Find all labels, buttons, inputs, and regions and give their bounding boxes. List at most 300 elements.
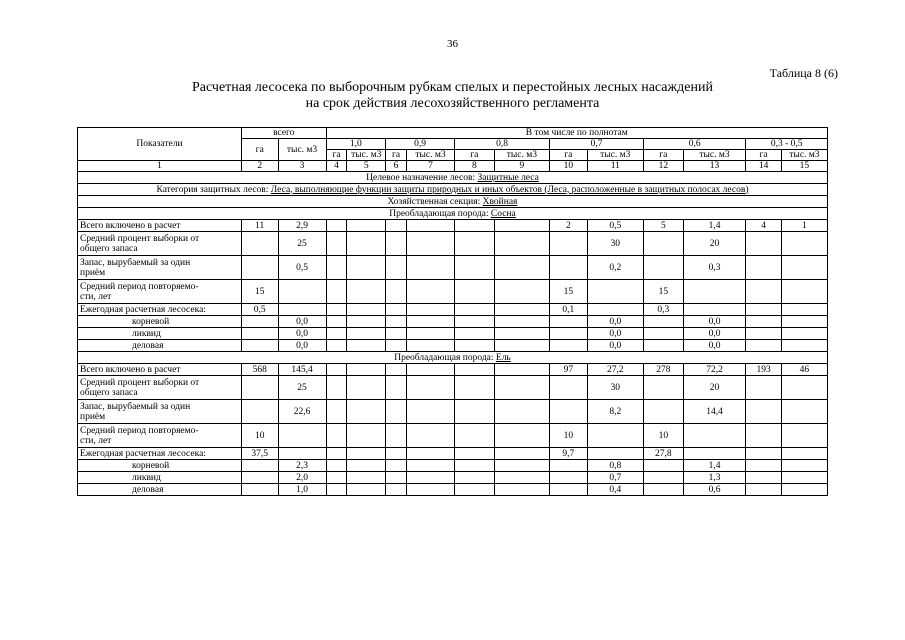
table-cell	[644, 460, 684, 472]
row-label	[78, 448, 242, 460]
row-label-line: корневой	[132, 316, 170, 327]
table-cell	[746, 424, 782, 448]
row-label	[78, 328, 242, 340]
table-cell	[454, 280, 494, 304]
table-cell	[494, 484, 549, 496]
table-cell: 27,8	[644, 448, 684, 460]
table-row	[78, 280, 828, 304]
table-cell	[494, 232, 549, 256]
table-cell: 72,2	[683, 364, 746, 376]
table-cell: 22,6	[278, 400, 326, 424]
table-cell: 568	[241, 364, 278, 376]
table-cell	[494, 424, 549, 448]
header-density: 0,7	[550, 139, 644, 150]
header-ha: га	[326, 150, 347, 161]
row-label-line: Средний процент выборки от	[80, 233, 200, 244]
table-cell	[347, 376, 386, 400]
table-cell	[326, 328, 347, 340]
table-cell	[550, 472, 588, 484]
header-ha: га	[746, 150, 782, 161]
table-cell: 4	[746, 220, 782, 232]
col-number: 1	[78, 161, 242, 172]
table-cell	[494, 304, 549, 316]
row-label-line: Запас, вырубаемый за один	[80, 257, 191, 268]
table-cell	[406, 400, 454, 424]
table-cell: 0,0	[683, 328, 746, 340]
table-cell	[326, 424, 347, 448]
row-label-line: Средний период повторяемо-	[80, 425, 199, 436]
table-cell	[644, 256, 684, 280]
table-cell	[347, 220, 386, 232]
table-cell	[326, 448, 347, 460]
col-number: 6	[386, 161, 407, 172]
table-cell	[326, 220, 347, 232]
table-cell	[454, 256, 494, 280]
row-label	[78, 280, 242, 304]
table-cell	[386, 424, 407, 448]
table-cell	[386, 448, 407, 460]
table-cell: 10	[241, 424, 278, 448]
table-cell	[347, 316, 386, 328]
header-density: 0,3 - 0,5	[746, 139, 828, 150]
table-cell	[241, 328, 278, 340]
table-cell	[386, 472, 407, 484]
table-cell	[406, 376, 454, 400]
table-cell: 0,5	[587, 220, 643, 232]
table-cell	[454, 376, 494, 400]
table-cell	[386, 400, 407, 424]
table-cell	[278, 304, 326, 316]
table-cell	[454, 460, 494, 472]
table-row	[78, 256, 828, 280]
spruce-header	[78, 352, 828, 364]
header-thou-m3: тыс. м3	[781, 150, 827, 161]
row-label-line: ликвид	[132, 472, 161, 483]
table-cell	[406, 364, 454, 376]
table-cell	[326, 340, 347, 352]
table-row	[78, 376, 828, 400]
table-cell: 0,0	[278, 340, 326, 352]
table-cell	[347, 448, 386, 460]
table-cell	[278, 448, 326, 460]
row-label-line: общего запаса	[80, 387, 138, 398]
table-cell	[550, 400, 588, 424]
table-cell	[454, 304, 494, 316]
col-number: 10	[550, 161, 588, 172]
header-thou-m3: тыс. м3	[587, 150, 643, 161]
table-cell	[781, 484, 827, 496]
category-row	[78, 184, 828, 196]
table-cell	[326, 400, 347, 424]
row-label-line: Всего включено в расчет	[80, 364, 181, 375]
table-cell	[406, 424, 454, 448]
table-cell	[326, 232, 347, 256]
title-line-2: на срок действия лесохозяйственного регламента	[305, 96, 600, 111]
table-cell: 10	[644, 424, 684, 448]
table-cell	[494, 256, 549, 280]
table-cell	[241, 316, 278, 328]
table-cell: 8,2	[587, 400, 643, 424]
table-cell	[494, 328, 549, 340]
category-label: Категория защитных лесов:	[156, 184, 271, 195]
table-cell	[683, 448, 746, 460]
table-cell	[326, 364, 347, 376]
pine-rows	[78, 220, 828, 352]
row-label	[78, 364, 242, 376]
header-by-density: В том числе по полнотам	[326, 128, 827, 139]
table-cell	[644, 484, 684, 496]
table-cell	[781, 232, 827, 256]
table-cell: 30	[587, 376, 643, 400]
table-cell	[494, 280, 549, 304]
title-line-1: Расчетная лесосека по выборочным рубкам спелых и перестойных лесных насаждений	[191, 80, 713, 95]
table-cell: 0,6	[683, 484, 746, 496]
table-cell	[746, 256, 782, 280]
table-cell: 278	[644, 364, 684, 376]
table-cell	[644, 472, 684, 484]
row-label-line: Средний процент выборки от	[80, 377, 200, 388]
row-label-line: корневой	[132, 460, 170, 471]
table-cell	[550, 328, 588, 340]
table-cell	[347, 472, 386, 484]
table-row	[78, 400, 828, 424]
table-cell: 15	[644, 280, 684, 304]
table-row	[78, 364, 828, 376]
table-row	[78, 328, 828, 340]
row-label	[78, 304, 242, 316]
table-cell	[494, 364, 549, 376]
table-cell	[347, 400, 386, 424]
header-density: 0,8	[454, 139, 549, 150]
table-cell	[746, 448, 782, 460]
table-cell: 15	[241, 280, 278, 304]
table-cell	[454, 328, 494, 340]
row-label	[78, 400, 242, 424]
header-density: 0,6	[644, 139, 746, 150]
table-cell: 0,5	[278, 256, 326, 280]
spruce-rows	[78, 364, 828, 496]
table-cell: 1,4	[683, 220, 746, 232]
table-cell	[550, 256, 588, 280]
table-cell	[781, 424, 827, 448]
row-label-line: Средний период повторяемо-	[80, 281, 199, 292]
table-cell	[644, 376, 684, 400]
row-label	[78, 316, 242, 328]
table-cell	[386, 364, 407, 376]
table-row	[78, 340, 828, 352]
table-cell	[587, 280, 643, 304]
table-cell	[386, 280, 407, 304]
table-cell: 0,3	[644, 304, 684, 316]
header-thou-m3: тыс. м3	[683, 150, 746, 161]
row-label	[78, 256, 242, 280]
table-cell: 0,1	[550, 304, 588, 316]
table-cell: 46	[781, 364, 827, 376]
purpose-value: Защитные леса	[477, 172, 539, 183]
table-row	[78, 304, 828, 316]
row-label-line: ликвид	[132, 328, 161, 339]
table-cell	[550, 484, 588, 496]
section-row	[78, 196, 828, 208]
column-numbers-row	[78, 161, 828, 172]
table-cell	[454, 400, 494, 424]
table-cell	[683, 424, 746, 448]
table-cell: 2,3	[278, 460, 326, 472]
table-row	[78, 424, 828, 448]
table-cell: 0,3	[683, 256, 746, 280]
table-cell	[347, 232, 386, 256]
table-cell: 0,0	[587, 340, 643, 352]
table-cell: 15	[550, 280, 588, 304]
table-cell: 5	[644, 220, 684, 232]
table-label: Таблица 8 (6)	[769, 66, 838, 80]
table-cell	[454, 472, 494, 484]
table-cell	[386, 376, 407, 400]
table-cell	[406, 256, 454, 280]
table-cell: 1	[781, 220, 827, 232]
table-row	[78, 484, 828, 496]
table-cell	[550, 340, 588, 352]
table-cell	[347, 328, 386, 340]
section-rows	[78, 172, 828, 220]
table-cell	[406, 472, 454, 484]
table-cell: 1,0	[278, 484, 326, 496]
table-cell	[406, 220, 454, 232]
table-cell	[683, 304, 746, 316]
table-cell	[746, 316, 782, 328]
row-label	[78, 484, 242, 496]
table-cell	[587, 448, 643, 460]
table-cell	[587, 304, 643, 316]
table-cell	[781, 400, 827, 424]
table-cell: 30	[587, 232, 643, 256]
table-cell	[746, 484, 782, 496]
table-cell: 0,2	[587, 256, 643, 280]
header-ha: га	[386, 150, 407, 161]
table-cell	[326, 472, 347, 484]
species-value: Сосна	[490, 208, 516, 219]
purpose-label: Целевое назначение лесов:	[366, 172, 478, 183]
row-label	[78, 460, 242, 472]
table-cell	[781, 280, 827, 304]
col-number: 7	[406, 161, 454, 172]
table-cell	[746, 280, 782, 304]
table-cell	[781, 340, 827, 352]
table-cell	[781, 376, 827, 400]
table-cell	[494, 400, 549, 424]
table-cell	[278, 424, 326, 448]
table-cell: 20	[683, 232, 746, 256]
header-thou-m3: тыс. м3	[406, 150, 454, 161]
category-value: Леса, выполняющие функции защиты природных и иных объектов (Леса, расположенные в защитных полосах лесов)	[270, 184, 749, 195]
table-cell	[550, 232, 588, 256]
table-cell	[326, 376, 347, 400]
table-cell: 2,0	[278, 472, 326, 484]
table-cell: 10	[550, 424, 588, 448]
table-cell	[644, 340, 684, 352]
row-label	[78, 340, 242, 352]
table-cell	[347, 340, 386, 352]
table-cell	[406, 460, 454, 472]
table-row	[78, 460, 828, 472]
table-cell	[406, 316, 454, 328]
table-row	[78, 472, 828, 484]
col-number: 8	[454, 161, 494, 172]
header-ha: га	[550, 150, 588, 161]
table-cell	[386, 484, 407, 496]
section-label: Хозяйственная секция:	[387, 196, 483, 207]
col-number: 3	[278, 161, 326, 172]
table-cell	[326, 280, 347, 304]
species-label: Преобладающая порода:	[389, 208, 491, 219]
header-total: всего	[241, 128, 326, 139]
table-cell	[454, 316, 494, 328]
table-cell	[746, 340, 782, 352]
table-cell: 2	[550, 220, 588, 232]
header-thou-m3: тыс. м3	[347, 150, 386, 161]
table-cell: 0,0	[278, 316, 326, 328]
table-row	[78, 316, 828, 328]
species-row-pine	[78, 208, 828, 220]
col-number: 12	[644, 161, 684, 172]
table-cell	[406, 232, 454, 256]
table-cell	[386, 256, 407, 280]
table-cell	[746, 472, 782, 484]
table-cell	[326, 460, 347, 472]
table-cell	[326, 304, 347, 316]
col-number: 9	[494, 161, 549, 172]
row-label-line: Запас, вырубаемый за один	[80, 401, 191, 412]
table-cell: 11	[241, 220, 278, 232]
row-label	[78, 472, 242, 484]
table-cell: 0,0	[278, 328, 326, 340]
table-cell	[587, 424, 643, 448]
row-label-line: сти, лет	[80, 291, 112, 302]
header-total-thou-m3: тыс. м3	[278, 139, 326, 161]
header-density: 1,0	[326, 139, 386, 150]
table-cell: 0,0	[587, 328, 643, 340]
table-cell	[550, 460, 588, 472]
table-cell	[454, 232, 494, 256]
species-value: Ель	[495, 352, 511, 363]
table-cell	[494, 316, 549, 328]
table-cell	[494, 460, 549, 472]
table-cell	[550, 316, 588, 328]
table-cell	[454, 484, 494, 496]
table-cell: 0,0	[587, 316, 643, 328]
row-label-line: деловая	[132, 340, 164, 351]
table-cell: 145,4	[278, 364, 326, 376]
table-cell	[746, 304, 782, 316]
table-cell	[347, 484, 386, 496]
header-density: 0,9	[386, 139, 455, 150]
table-cell	[347, 364, 386, 376]
table-cell	[278, 280, 326, 304]
table-cell	[386, 340, 407, 352]
row-label-line: деловая	[132, 484, 164, 495]
row-label	[78, 232, 242, 256]
table-cell: 97	[550, 364, 588, 376]
col-number: 5	[347, 161, 386, 172]
table-cell: 0,8	[587, 460, 643, 472]
table-cell	[746, 400, 782, 424]
col-number: 15	[781, 161, 827, 172]
table-cell	[326, 256, 347, 280]
table-cell	[386, 232, 407, 256]
table-cell	[644, 328, 684, 340]
table-cell	[386, 304, 407, 316]
table-cell	[347, 280, 386, 304]
table-cell: 25	[278, 232, 326, 256]
row-label-line: Всего включено в расчет	[80, 220, 181, 231]
table-cell: 0,0	[683, 316, 746, 328]
table-cell	[406, 340, 454, 352]
table-cell	[644, 400, 684, 424]
table-cell: 0,7	[587, 472, 643, 484]
table-cell	[241, 472, 278, 484]
table-cell: 20	[683, 376, 746, 400]
table-cell	[241, 460, 278, 472]
table-cell: 0,4	[587, 484, 643, 496]
purpose-row	[78, 172, 828, 184]
table-row	[78, 232, 828, 256]
table-cell: 0,5	[241, 304, 278, 316]
table-cell: 37,5	[241, 448, 278, 460]
table-cell	[494, 220, 549, 232]
table-cell	[683, 280, 746, 304]
table-cell	[241, 484, 278, 496]
table-cell	[781, 448, 827, 460]
row-label	[78, 376, 242, 400]
row-label	[78, 424, 242, 448]
table-cell	[494, 448, 549, 460]
table-cell	[347, 460, 386, 472]
table-cell	[386, 316, 407, 328]
table-cell	[644, 316, 684, 328]
table-cell	[241, 400, 278, 424]
col-number: 13	[683, 161, 746, 172]
table-cell: 193	[746, 364, 782, 376]
table-cell	[746, 460, 782, 472]
table-header	[78, 128, 828, 172]
table-row	[78, 220, 828, 232]
table-cell	[347, 424, 386, 448]
page-number: 36	[447, 38, 458, 50]
row-label-line: Ежегодная расчетная лесосека:	[80, 448, 206, 459]
table-cell: 0,0	[683, 340, 746, 352]
table-cell: 2,9	[278, 220, 326, 232]
table-cell: 27,2	[587, 364, 643, 376]
table-cell: 14,4	[683, 400, 746, 424]
header-ha: га	[644, 150, 684, 161]
table-cell: 9,7	[550, 448, 588, 460]
table-cell	[406, 304, 454, 316]
col-number: 11	[587, 161, 643, 172]
header-thou-m3: тыс. м3	[494, 150, 549, 161]
table-cell	[406, 280, 454, 304]
table-cell	[781, 472, 827, 484]
table-cell	[454, 448, 494, 460]
table-cell	[494, 340, 549, 352]
table-row	[78, 448, 828, 460]
table-cell	[454, 424, 494, 448]
table-cell	[241, 340, 278, 352]
table-cell	[454, 220, 494, 232]
table-cell	[454, 364, 494, 376]
table-cell	[241, 256, 278, 280]
species-row-spruce	[78, 352, 828, 364]
table-cell	[746, 232, 782, 256]
